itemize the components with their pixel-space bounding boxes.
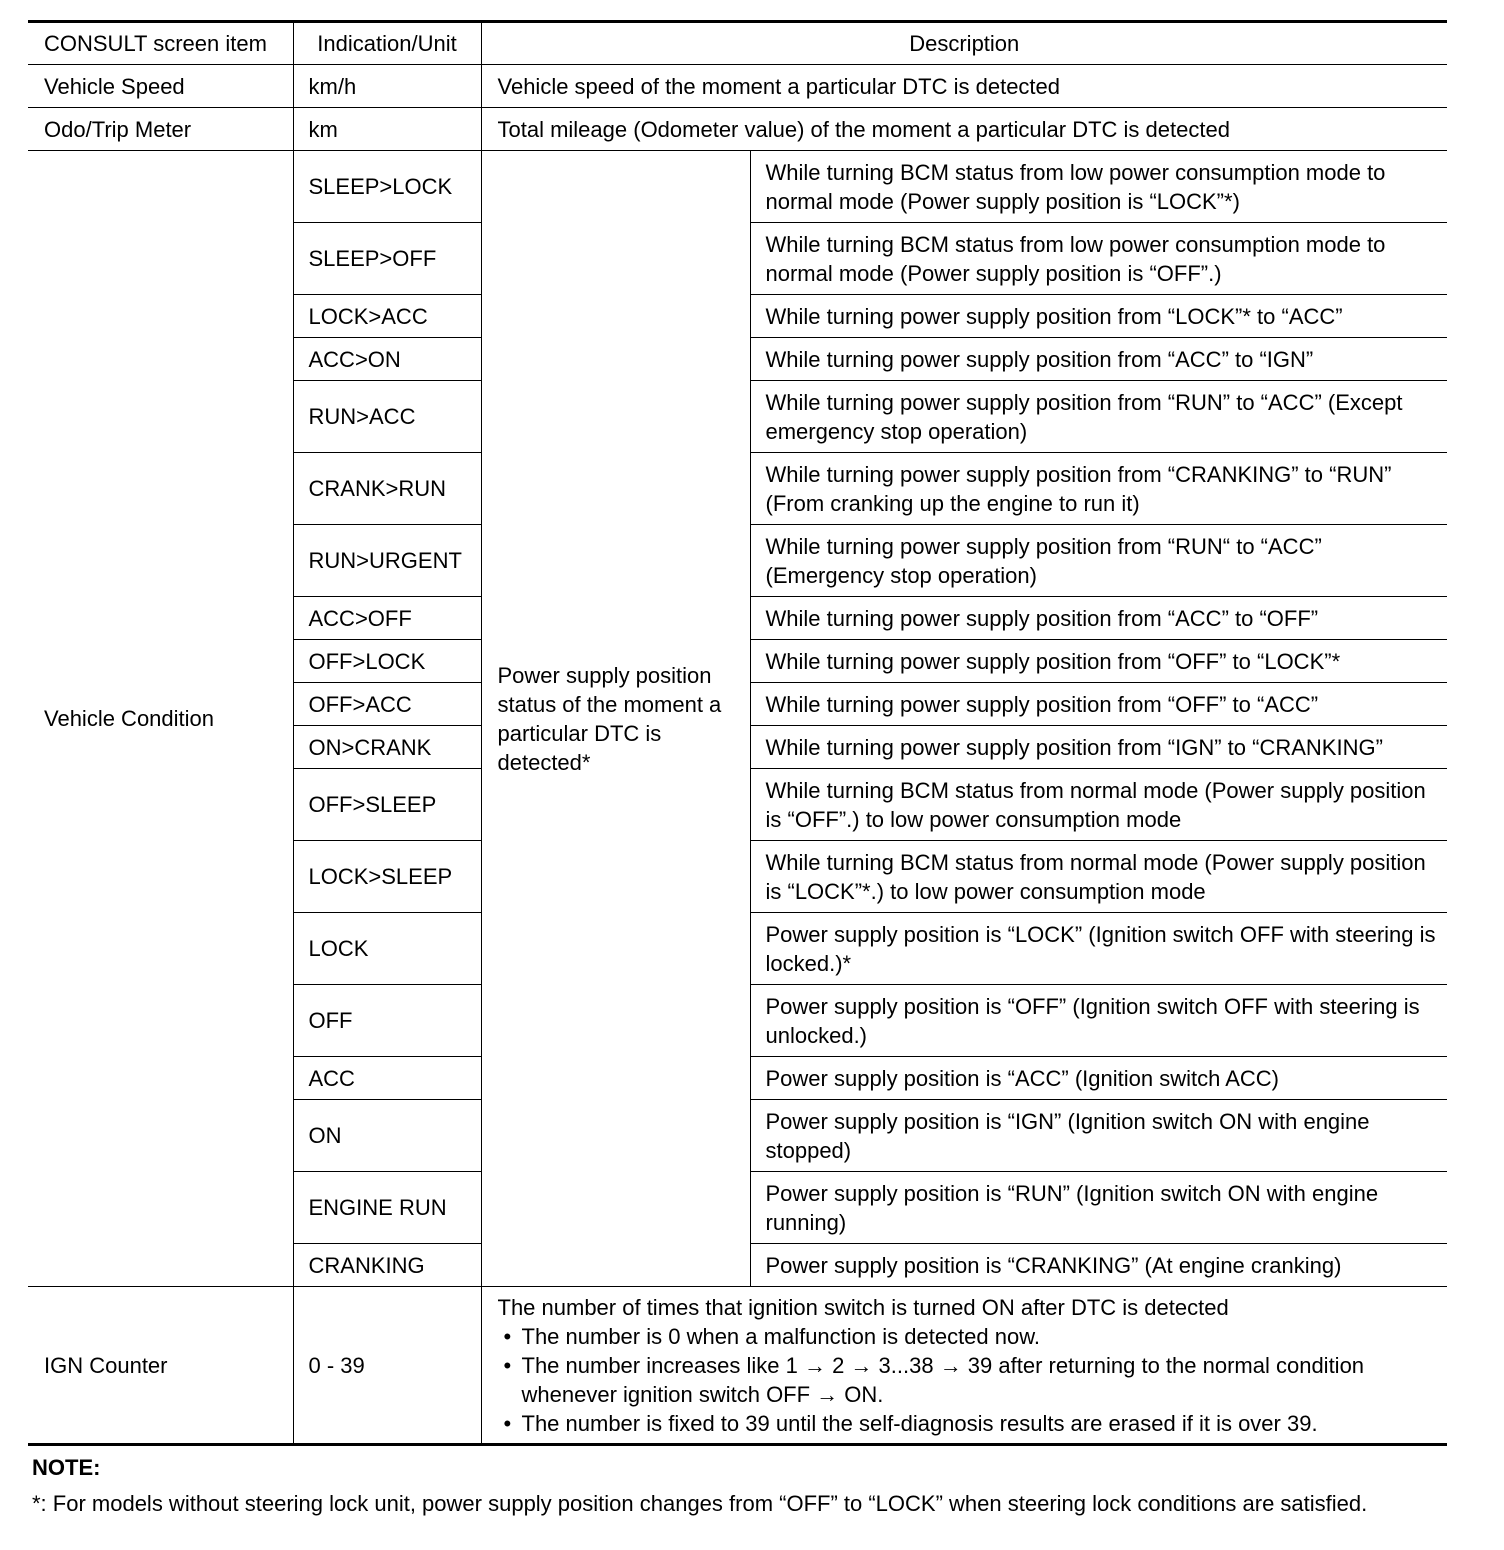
description-cell: Power supply position is “OFF” (Ignition switch OFF with steering is unlocked.) bbox=[750, 985, 1447, 1057]
unit-cell: LOCK>ACC bbox=[293, 295, 481, 338]
note-text: *: For models without steering lock unit, power supply position changes from “OFF” to “LOCK” when steering lock conditions are satisfied. bbox=[32, 1491, 1368, 1516]
description-cell: Power supply position is “RUN” (Ignition switch ON with engine running) bbox=[750, 1172, 1447, 1244]
table-row bbox=[28, 1287, 1447, 1445]
unit-cell: ON>CRANK bbox=[293, 726, 481, 769]
unit-cell: CRANK>RUN bbox=[293, 453, 481, 525]
description-cell: While turning BCM status from normal mode (Power supply position is “OFF”.) to low power consumption mode bbox=[750, 769, 1447, 841]
description-cell: While turning BCM status from low power consumption mode to normal mode (Power supply position is “LOCK”*) bbox=[750, 151, 1447, 223]
description-cell: While turning power supply position from “RUN” to “ACC” (Except emergency stop operation) bbox=[750, 381, 1447, 453]
description-cell: While turning power supply position from “RUN“ to “ACC” (Emergency stop operation) bbox=[750, 525, 1447, 597]
item-cell: IGN Counter bbox=[28, 1287, 293, 1445]
table-row bbox=[28, 65, 1447, 108]
table-row bbox=[28, 151, 1447, 223]
list-item: • The number is fixed to 39 until the self-diagnosis results are erased if it is over 39. bbox=[498, 1409, 1440, 1438]
unit-cell: OFF>ACC bbox=[293, 683, 481, 726]
description-cell: While turning power supply position from “LOCK”* to “ACC” bbox=[750, 295, 1447, 338]
unit-cell: 0 - 39 bbox=[293, 1287, 481, 1445]
unit-cell: km bbox=[293, 108, 481, 151]
unit-cell: ON bbox=[293, 1100, 481, 1172]
item-cell: Vehicle Speed bbox=[28, 65, 293, 108]
unit-cell: ACC bbox=[293, 1057, 481, 1100]
table-row bbox=[28, 108, 1447, 151]
description-lead: The number of times that ignition switch is turned ON after DTC is detected bbox=[497, 1294, 1229, 1320]
description-cell: Power supply position is “CRANKING” (At engine cranking) bbox=[750, 1244, 1447, 1287]
description-cell: While turning power supply position from “ACC” to “OFF” bbox=[750, 597, 1447, 640]
header-item: CONSULT screen item bbox=[28, 22, 293, 65]
table-header-row bbox=[28, 22, 1447, 65]
group-description-cell: Power supply position status of the moment a particular DTC is detected* bbox=[481, 151, 750, 1287]
description-cell: Vehicle speed of the moment a particular DTC is detected bbox=[481, 65, 1447, 108]
description-cell: While turning power supply position from “OFF” to “LOCK”* bbox=[750, 640, 1447, 683]
consult-items-table bbox=[28, 20, 1447, 1446]
note-label: NOTE: bbox=[32, 1455, 101, 1480]
unit-cell: SLEEP>LOCK bbox=[293, 151, 481, 223]
unit-cell: RUN>URGENT bbox=[293, 525, 481, 597]
list-item: • The number is 0 when a malfunction is detected now. bbox=[498, 1322, 1440, 1351]
description-cell: Power supply position is “ACC” (Ignition switch ACC) bbox=[750, 1057, 1447, 1100]
description-cell: While turning power supply position from “ACC” to “IGN” bbox=[750, 338, 1447, 381]
unit-cell: CRANKING bbox=[293, 1244, 481, 1287]
description-cell: While turning BCM status from normal mode (Power supply position is “LOCK”*.) to low power consumption mode bbox=[750, 841, 1447, 913]
unit-cell: OFF>SLEEP bbox=[293, 769, 481, 841]
unit-cell: km/h bbox=[293, 65, 481, 108]
unit-cell: RUN>ACC bbox=[293, 381, 481, 453]
unit-cell: OFF>LOCK bbox=[293, 640, 481, 683]
unit-cell: ENGINE RUN bbox=[293, 1172, 481, 1244]
description-cell: While turning power supply position from “OFF” to “ACC” bbox=[750, 683, 1447, 726]
item-cell: Vehicle Condition bbox=[28, 151, 293, 1287]
header-description: Description bbox=[481, 22, 1447, 65]
list-item: • The number increases like 1 → 2 → 3...38 → 39 after returning to the normal condition whenever ignition switch OFF → ON. bbox=[498, 1351, 1440, 1409]
item-cell: Odo/Trip Meter bbox=[28, 108, 293, 151]
description-cell: While turning power supply position from “IGN” to “CRANKING” bbox=[750, 726, 1447, 769]
description-cell: Power supply position is “IGN” (Ignition switch ON with engine stopped) bbox=[750, 1100, 1447, 1172]
unit-cell: OFF bbox=[293, 985, 481, 1057]
unit-cell: LOCK>SLEEP bbox=[293, 841, 481, 913]
description-cell: While turning power supply position from “CRANKING” to “RUN” (From cranking up the engine to run it) bbox=[750, 453, 1447, 525]
description-cell: Total mileage (Odometer value) of the moment a particular DTC is detected bbox=[481, 108, 1447, 151]
description-cell bbox=[481, 1287, 1447, 1445]
description-cell: While turning BCM status from low power consumption mode to normal mode (Power supply position is “OFF”.) bbox=[750, 223, 1447, 295]
note-block bbox=[32, 1453, 1452, 1519]
unit-cell: SLEEP>OFF bbox=[293, 223, 481, 295]
bullet-list bbox=[498, 1322, 1440, 1438]
description-cell: Power supply position is “LOCK” (Ignition switch OFF with steering is locked.)* bbox=[750, 913, 1447, 985]
unit-cell: ACC>ON bbox=[293, 338, 481, 381]
header-unit: Indication/Unit bbox=[293, 22, 481, 65]
unit-cell: LOCK bbox=[293, 913, 481, 985]
unit-cell: ACC>OFF bbox=[293, 597, 481, 640]
